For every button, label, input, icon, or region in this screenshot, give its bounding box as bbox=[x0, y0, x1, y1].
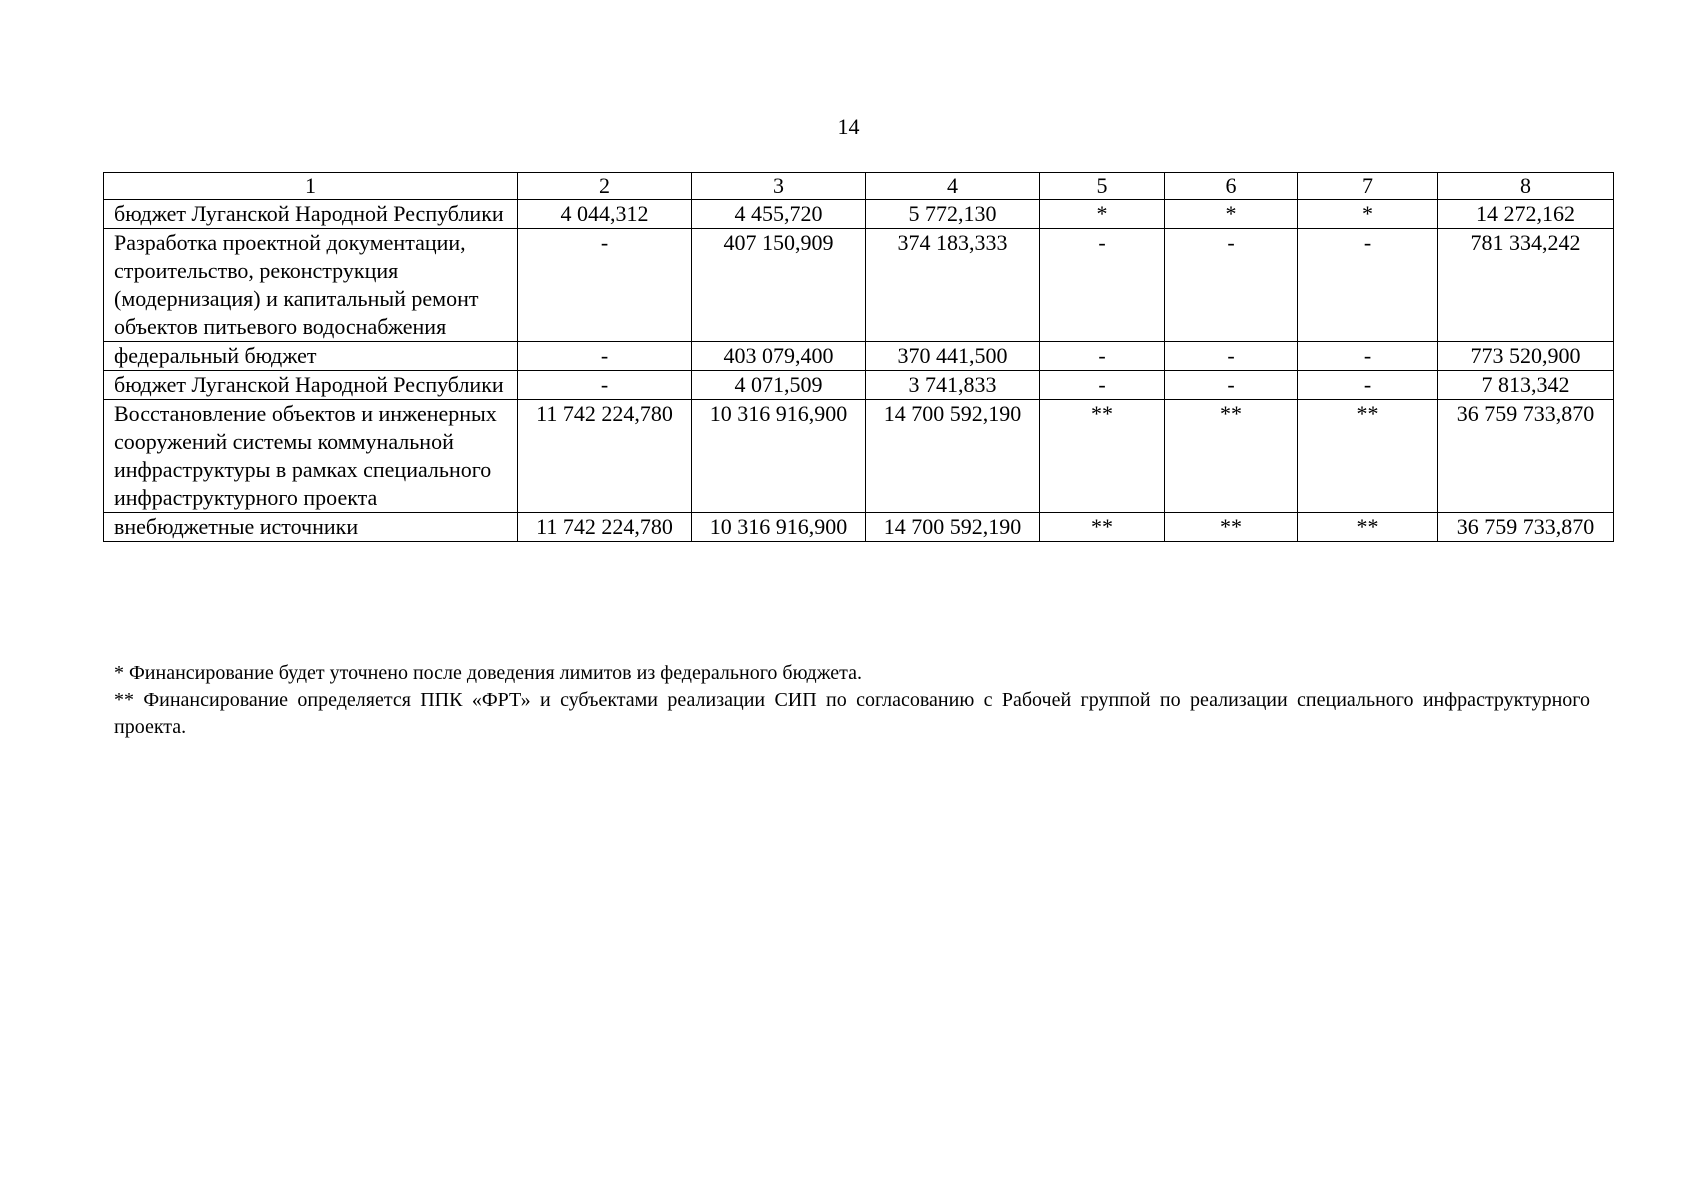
row-name-cell: Разработка проектной документации, строительство, реконструкция (модернизация) и капитальный ремонт объектов питьевого водоснабжения bbox=[104, 229, 518, 342]
value-cell: - bbox=[518, 229, 692, 342]
table-row bbox=[104, 400, 1614, 513]
value-cell: 36 759 733,870 bbox=[1438, 400, 1614, 513]
value-cell: * bbox=[1165, 200, 1298, 229]
value-cell: - bbox=[1165, 371, 1298, 400]
value-cell: 36 759 733,870 bbox=[1438, 513, 1614, 542]
value-cell: 11 742 224,780 bbox=[518, 400, 692, 513]
column-header: 2 bbox=[518, 173, 692, 200]
value-cell: - bbox=[518, 342, 692, 371]
column-header: 4 bbox=[866, 173, 1040, 200]
value-cell: ** bbox=[1298, 513, 1438, 542]
footnotes bbox=[114, 660, 1590, 741]
value-cell: - bbox=[1040, 229, 1165, 342]
column-header: 8 bbox=[1438, 173, 1614, 200]
value-cell: - bbox=[1040, 371, 1165, 400]
row-name-cell: бюджет Луганской Народной Республики bbox=[104, 200, 518, 229]
value-cell: ** bbox=[1298, 400, 1438, 513]
row-name-cell: федеральный бюджет bbox=[104, 342, 518, 371]
value-cell: 4 071,509 bbox=[692, 371, 866, 400]
value-cell: ** bbox=[1040, 513, 1165, 542]
column-header: 1 bbox=[104, 173, 518, 200]
value-cell: ** bbox=[1165, 513, 1298, 542]
value-cell: 4 044,312 bbox=[518, 200, 692, 229]
table-row bbox=[104, 371, 1614, 400]
column-header: 6 bbox=[1165, 173, 1298, 200]
value-cell: 7 813,342 bbox=[1438, 371, 1614, 400]
value-cell: 3 741,833 bbox=[866, 371, 1040, 400]
column-header: 5 bbox=[1040, 173, 1165, 200]
page-number: 14 bbox=[837, 114, 860, 139]
table-row bbox=[104, 200, 1614, 229]
table-row bbox=[104, 342, 1614, 371]
value-cell: 773 520,900 bbox=[1438, 342, 1614, 371]
value-cell: 374 183,333 bbox=[866, 229, 1040, 342]
value-cell: - bbox=[1165, 342, 1298, 371]
row-name-cell: бюджет Луганской Народной Республики bbox=[104, 371, 518, 400]
value-cell: ** bbox=[1040, 400, 1165, 513]
value-cell: 14 700 592,190 bbox=[866, 513, 1040, 542]
value-cell: 781 334,242 bbox=[1438, 229, 1614, 342]
column-header: 7 bbox=[1298, 173, 1438, 200]
table-row bbox=[104, 229, 1614, 342]
column-header: 3 bbox=[692, 173, 866, 200]
budget-table bbox=[103, 172, 1614, 542]
value-cell: 11 742 224,780 bbox=[518, 513, 692, 542]
value-cell: 370 441,500 bbox=[866, 342, 1040, 371]
value-cell: 10 316 916,900 bbox=[692, 400, 866, 513]
value-cell: - bbox=[1165, 229, 1298, 342]
value-cell: - bbox=[1298, 371, 1438, 400]
value-cell: 403 079,400 bbox=[692, 342, 866, 371]
value-cell: 5 772,130 bbox=[866, 200, 1040, 229]
value-cell: - bbox=[1298, 342, 1438, 371]
value-cell: - bbox=[518, 371, 692, 400]
value-cell: 407 150,909 bbox=[692, 229, 866, 342]
footnote-double-star: ** Финансирование определяется ППК «ФРТ» и субъектами реализации СИП по согласованию с Рабочей группой по реализации специального инфраструктурного проекта. bbox=[114, 689, 1590, 738]
table-header-row bbox=[104, 173, 1614, 200]
row-name-cell: внебюджетные источники bbox=[104, 513, 518, 542]
value-cell: * bbox=[1040, 200, 1165, 229]
table-row bbox=[104, 513, 1614, 542]
value-cell: 4 455,720 bbox=[692, 200, 866, 229]
value-cell: * bbox=[1298, 200, 1438, 229]
value-cell: - bbox=[1298, 229, 1438, 342]
value-cell: 10 316 916,900 bbox=[692, 513, 866, 542]
value-cell: 14 700 592,190 bbox=[866, 400, 1040, 513]
value-cell: ** bbox=[1165, 400, 1298, 513]
row-name-cell: Восстановление объектов и инженерных сооружений системы коммунальной инфраструктуры в рамках специального инфраструктурного проекта bbox=[104, 400, 518, 513]
value-cell: 14 272,162 bbox=[1438, 200, 1614, 229]
value-cell: - bbox=[1040, 342, 1165, 371]
footnote-single-star: * Финансирование будет уточнено после доведения лимитов из федерального бюджета. bbox=[114, 662, 862, 684]
